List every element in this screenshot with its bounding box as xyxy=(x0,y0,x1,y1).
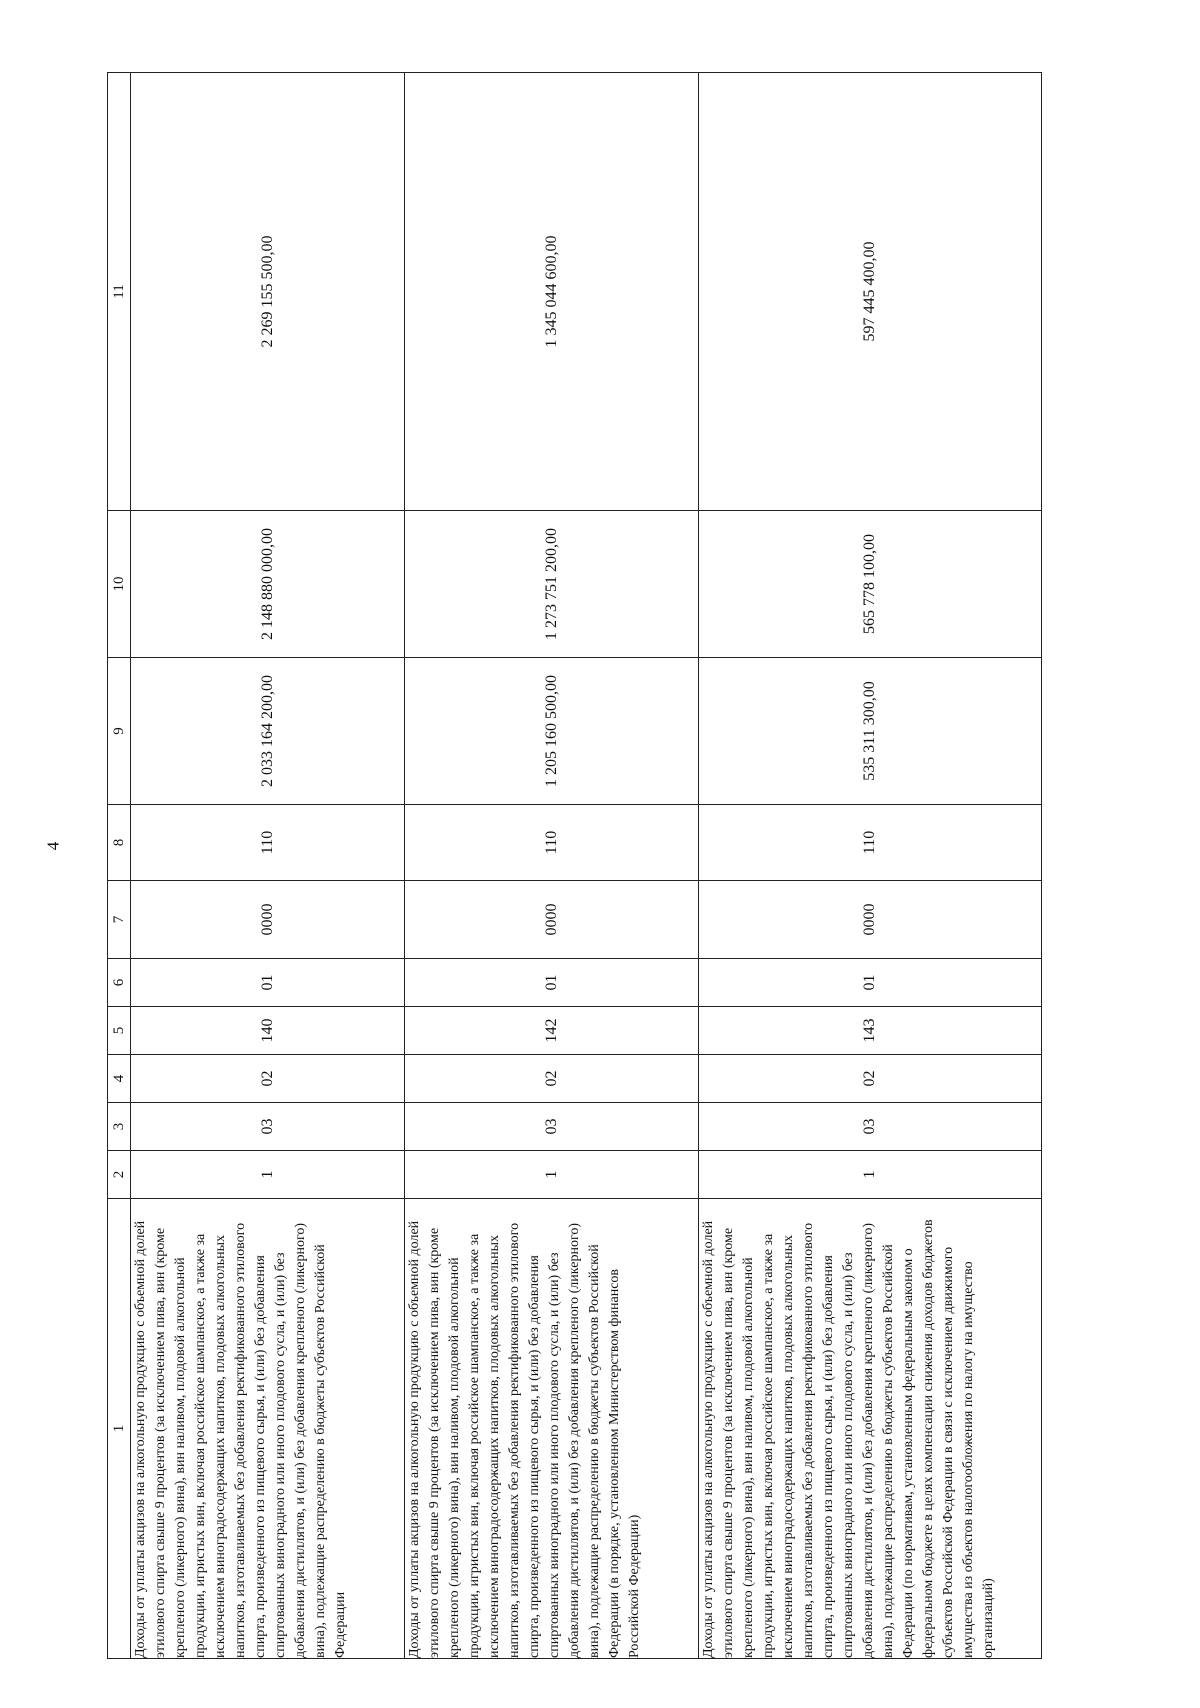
column-header: 9 xyxy=(108,658,131,805)
column-header: 3 xyxy=(108,1103,131,1151)
table-cell: 03 xyxy=(405,1103,699,1151)
page-number: 4 xyxy=(43,841,63,851)
table-row xyxy=(405,73,699,1659)
table-cell: 1 xyxy=(405,1151,699,1199)
table-cell: 535 311 300,00 xyxy=(699,658,1042,805)
column-header: 4 xyxy=(108,1055,131,1103)
table-cell: 110 xyxy=(405,805,699,881)
table-cell: 565 778 100,00 xyxy=(699,511,1042,658)
revenue-description: Доходы от уплаты акцизов на алкогольную продукцию с объемной долей этилового спирта свыше 9 процентов (за исключением пива, вин (кроме крепленого (ликерного) вина), вин наливом, плодовой алкогольной продукции, игристых вин, включая российское шампанское, а также за исключением виноградосодержащих напитков, плодовых алкогольных напитков, изготавливаемых без добавления ректификованного этилового спирта, произведенного из пищевого сырья, и (или) без добавления спиртованных виноградного или иного плодового сусла, и (или) без добавления дистиллятов, и (или) без добавления крепленого (ликерного) вина), подлежащие распределению в бюджеты субъектов Российской Федерации xyxy=(131,1199,405,1659)
column-header: 2 xyxy=(108,1151,131,1199)
rotated-table-container xyxy=(107,73,1040,1659)
table-cell: 01 xyxy=(699,959,1042,1007)
table-cell: 02 xyxy=(131,1055,405,1103)
table-cell: 03 xyxy=(131,1103,405,1151)
table-cell: 110 xyxy=(699,805,1042,881)
table-cell: 03 xyxy=(699,1103,1042,1151)
column-header: 1 xyxy=(108,1199,131,1659)
table-cell: 2 033 164 200,00 xyxy=(131,658,405,805)
column-header: 7 xyxy=(108,881,131,959)
table-cell: 2 269 155 500,00 xyxy=(131,73,405,511)
table-cell: 1 205 160 500,00 xyxy=(405,658,699,805)
table-cell: 01 xyxy=(405,959,699,1007)
table-cell: 143 xyxy=(699,1007,1042,1055)
revenue-table xyxy=(107,72,1042,1659)
column-header: 5 xyxy=(108,1007,131,1055)
column-header: 8 xyxy=(108,805,131,881)
table-cell: 2 148 880 000,00 xyxy=(131,511,405,658)
column-header: 10 xyxy=(108,511,131,658)
table-cell: 0000 xyxy=(131,881,405,959)
table-cell: 140 xyxy=(131,1007,405,1055)
table-cell: 0000 xyxy=(699,881,1042,959)
table-cell: 01 xyxy=(131,959,405,1007)
column-header: 6 xyxy=(108,959,131,1007)
table-cell: 1 345 044 600,00 xyxy=(405,73,699,511)
table-cell: 142 xyxy=(405,1007,699,1055)
table-cell: 110 xyxy=(131,805,405,881)
table-cell: 1 xyxy=(699,1151,1042,1199)
table-cell: 1 xyxy=(131,1151,405,1199)
table-cell: 02 xyxy=(699,1055,1042,1103)
table-cell: 0000 xyxy=(405,881,699,959)
table-cell: 1 273 751 200,00 xyxy=(405,511,699,658)
column-header: 11 xyxy=(108,73,131,511)
revenue-description: Доходы от уплаты акцизов на алкогольную продукцию с объемной долей этилового спирта свыше 9 процентов (за исключением пива, вин (кроме крепленого (ликерного) вина), вин наливом, плодовой алкогольной продукции, игристых вин, включая российское шампанское, а также за исключением виноградосодержащих напитков, плодовых алкогольных напитков, изготавливаемых без добавления ректификованного этилового спирта, произведенного из пищевого сырья, и (или) без добавления спиртованных виноградного или иного плодового сусла, и (или) без добавления дистиллятов, и (или) без добавления крепленого (ликерного) вина), подлежащие распределению в бюджеты субъектов Российской Федерации (в порядке, установленном Министерством финансов Российской Федерации) xyxy=(405,1199,699,1659)
revenue-description: Доходы от уплаты акцизов на алкогольную продукцию с объемной долей этилового спирта свыше 9 процентов (за исключением пива, вин (кроме крепленого (ликерного) вина), вин наливом, плодовой алкогольной продукции, игристых вин, включая российское шампанское, а также за исключением виноградосодержащих напитков, плодовых алкогольных напитков, изготавливаемых без добавления ректификованного этилового спирта, произведенного из пищевого сырья, и (или) без добавления спиртованных виноградного или иного плодового сусла, и (или) без добавления дистиллятов, и (или) без добавления крепленого (ликерного) вина), подлежащие распределению в бюджеты субъектов Российской Федерации (по нормативам, установленным федеральным законом о федеральном бюджете в целях компенсации снижения доходов бюджетов субъектов Российской Федерации в связи с исключением движимого имущества из объектов налогообложения по налогу на имущество организаций) xyxy=(699,1199,1042,1659)
table-row xyxy=(131,73,405,1659)
header-row xyxy=(108,73,131,1659)
table-cell: 597 445 400,00 xyxy=(699,73,1042,511)
table-cell: 02 xyxy=(405,1055,699,1103)
table-row xyxy=(699,73,1042,1659)
